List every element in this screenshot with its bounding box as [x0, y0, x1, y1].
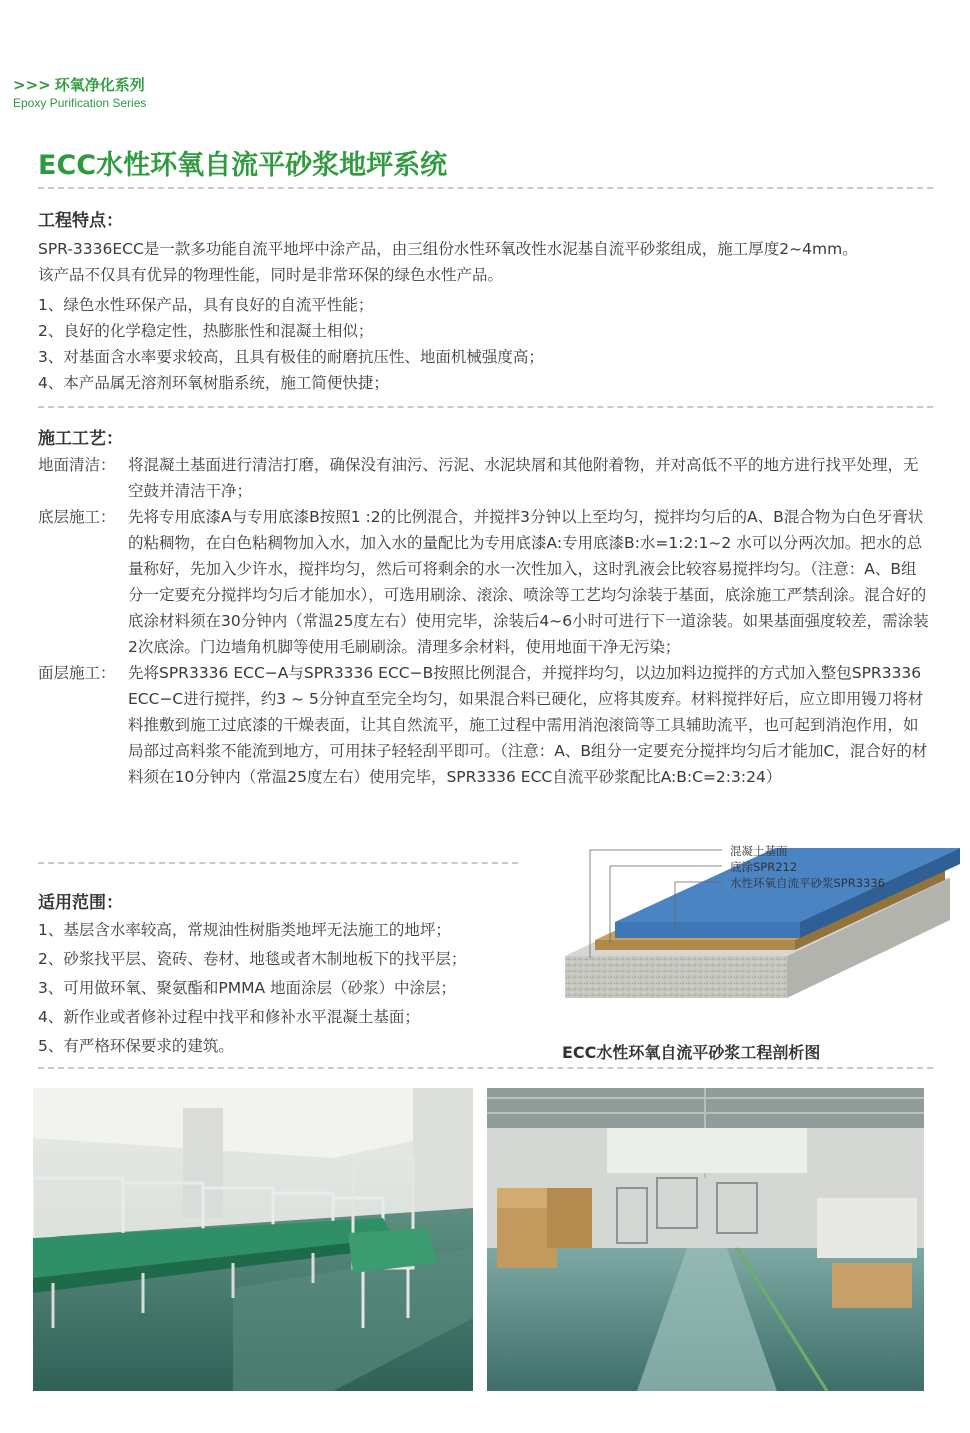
series-title [13, 74, 145, 95]
diagram-label-top: 水性环氧自流平砂浆SPR3336 [730, 876, 885, 890]
concrete-front [565, 956, 787, 998]
features-intro-line1: SPR-3336ECC是一款多功能自流平地坪中涂产品，由三组份水性环氧改性水泥基自流平砂浆组成，施工厚度2~4mm。 [38, 240, 858, 258]
craft-step-text: 先将专用底漆A与专用底漆B按照1 :2的比例混合，并搅拌3分钟以上至均匀，搅拌均匀后的A、B混合物为白色牙膏状的粘稠物，在白色粘稠物加入水，加入水的量配比为专用底漆A:专用底漆B:水=1:2:1~2 水可以分两次加。把水的总量称好，先加入少许水，搅拌均匀，然后可将剩余的水一次性加入，这时乳液会比较容易搅拌均匀。（注意：A、B组分一定要充分搅拌均匀后才能加水），可选用刷涂、滚涂、喷涂等工艺均匀涂装于基面，底涂施工严禁刮涂。混合好的底涂材料须在30分钟内（常温25度左右）使用完毕，涂装后4~6小时可进行下一道涂装。如果基面强度较差，需涂装2次底涂。门边墙角机脚等使用毛刷刷涂。清理多余材料，使用地面干净无污染； [128, 508, 929, 656]
divider [38, 862, 518, 864]
diagram-caption: ECC水性环氧自流平砂浆工程剖析图 [562, 1043, 821, 1062]
craft-step-text: 将混凝土基面进行清洁打磨，确保没有油污、污泥、水泥块屑和其他附着物，并对高低不平的地方进行找平处理，无空鼓并清洁干净； [128, 456, 919, 500]
divider [38, 406, 933, 408]
list-item: 5、有严格环保要求的建筑。 [38, 1037, 234, 1055]
list-item: 1、基层含水率较高，常规油性树脂类地坪无法施工的地坪； [38, 921, 451, 939]
features-intro-line2: 该产品不仅具有优异的物理性能，同时是非常环保的绿色水性产品。 [38, 266, 504, 284]
list-item: 4、本产品属无溶剂环氧树脂系统，施工简便快捷； [38, 374, 389, 392]
features-heading: 工程特点： [38, 211, 123, 231]
primer-front [595, 940, 795, 950]
craft-step [38, 452, 938, 504]
craft-step-label: 地面清洁： [38, 456, 116, 474]
list-item: 1、绿色水性环保产品，具有良好的自流平性能； [38, 296, 374, 314]
diagram-label-primer: 底涂SPR212 [730, 860, 798, 874]
series-title-text: 环氧净化系列 [54, 76, 145, 94]
scope-heading: 适用范围： [38, 893, 123, 913]
features-list [38, 292, 544, 396]
craft-heading: 施工工艺： [38, 429, 123, 449]
list-item: 3、可用做环氧、聚氨酯和PMMA 地面涂层（砂浆）中涂层； [38, 979, 456, 997]
craft-step [38, 504, 938, 660]
divider [38, 187, 933, 189]
list-item: 3、对基面含水率要求较高，且具有极佳的耐磨抗压性、地面机械强度高； [38, 348, 544, 366]
series-arrows: >>> [13, 76, 51, 94]
page-title: ECC水性环氧自流平砂浆地坪系统 [38, 150, 448, 181]
series-subtitle: Epoxy Purification Series [13, 96, 147, 110]
craft-step [38, 660, 938, 790]
divider [38, 1067, 933, 1069]
craft-step-text: 先将SPR3336 ECC−A与SPR3336 ECC−B按照比例混合，并搅拌均匀，以边加料边搅拌的方式加入整包SPR3336 ECC−C进行搅拌，约3 ~ 5分钟直至完全均匀，如果混合料已硬化，应将其废弃。材料搅拌好后，应立即用镘刀将材料推敷到施工过底漆的干燥表面，让其自然流平，施工过程中需用消泡滚筒等工具辅助流平，也可起到消泡作用，如局部过高料浆不能流到地方，可用抹子轻轻刮平即可。（注意：A、B组分一定要充分搅拌均匀后才能加C，混合好的材料须在10分钟内（常温25度左右）使用完毕，SPR3336 ECC自流平砂浆配比A:B:C=2:3:24） [128, 664, 928, 786]
scope-list [38, 916, 466, 1061]
craft-steps [38, 452, 938, 790]
factory-photo-1 [33, 1088, 473, 1391]
craft-step-label: 面层施工： [38, 664, 116, 682]
list-item: 2、砂浆找平层、瓷砖、卷材、地毯或者木制地板下的找平层； [38, 950, 467, 968]
diagram-label-concrete: 混凝土基面 [730, 844, 788, 858]
craft-step-label: 底层施工： [38, 508, 116, 526]
list-item: 4、新作业或者修补过程中找平和修补水平混凝土基面； [38, 1008, 420, 1026]
top-layer-front [615, 922, 800, 938]
factory-photo-2 [487, 1088, 924, 1391]
list-item: 2、良好的化学稳定性，热膨胀性和混凝土相似； [38, 322, 374, 340]
